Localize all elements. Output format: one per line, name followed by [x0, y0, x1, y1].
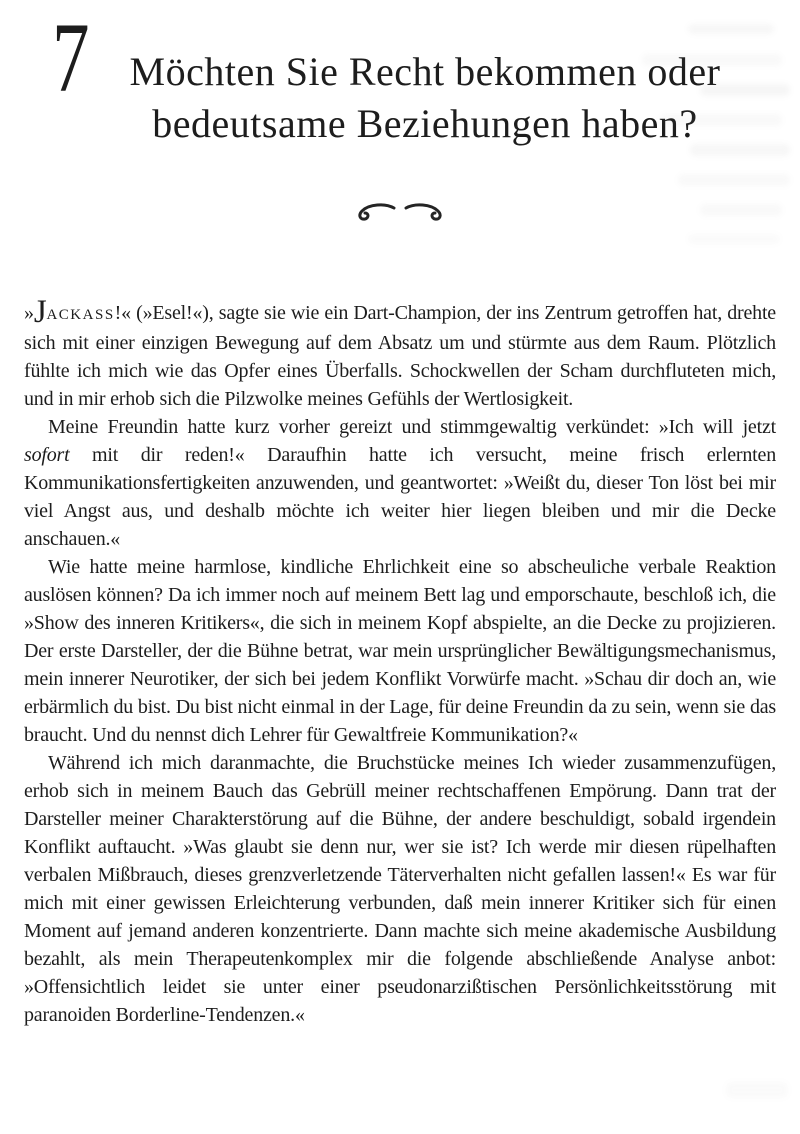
bleed-through-artifact [726, 1082, 788, 1098]
bleed-through-artifact [700, 84, 790, 96]
bleed-through-artifact [688, 234, 780, 244]
bleed-through-artifact [700, 204, 782, 216]
bleed-through-artifact [678, 174, 790, 186]
bleed-through-artifact [660, 114, 782, 126]
paragraph-1 [24, 294, 776, 413]
body-text [24, 294, 776, 1029]
paragraph-2-text-after: mit dir reden!« Daraufhin hatte ich versucht, meine frisch erlernten Kommunikationsfertigkeiten anzuwenden, und geantwortet: »Weißt du, dieser Ton löst bei mir viel Angst aus, und deshalb möchte ich weiter hier liegen bleiben und mir die Decke anschauen.« [24, 444, 776, 550]
paragraph-2 [24, 413, 776, 553]
chapter-title-line-2: bedeutsame Beziehungen haben? [152, 101, 698, 146]
bleed-through-artifact [642, 54, 782, 66]
emphasis-word: sofort [24, 444, 70, 466]
opening-word-smallcaps: ACKASS [46, 307, 115, 323]
paragraph-1-text: !« (»Esel!«), sagte sie wie ein Dart-Champion, der ins Zentrum getroffen hat, drehte sich mit einer einzigen Bewegung auf dem Absatz um und stürmte aus dem Raum. Plötzlich fühlte ich mich wie das Opfer eines Überfalls. Schockwellen der Scham durchfluteten mich, und in mir erhob sich die Pilzwolke meines Gefühls der Wertlosigkeit. [24, 302, 776, 410]
opening-quote-mark: » [24, 302, 34, 324]
chapter-number: 7 [52, 2, 90, 113]
flourish-icon [352, 200, 448, 226]
chapter-title-line-1: Möchten Sie Recht bekommen oder [129, 49, 721, 94]
section-ornament [0, 200, 800, 231]
bleed-through-artifact [690, 144, 790, 156]
paragraph-3: Wie hatte meine harmlose, kindliche Ehrlichkeit eine so abscheuliche verbale Reaktion auslösen können? Da ich immer noch auf meinem Bett lag und emporschaute, beschloß ich, die »Show des inneren Kritikers«, die sich in meinem Kopf abspielte, an die Decke zu projizieren. Der erste Darsteller, der die Bühne betrat, war mein ursprünglicher Bewältigungsmechanismus, mein innerer Neurotiker, der sich bei jedem Konflikt Vorwürfe macht. »Schau dir doch an, wie erbärmlich du bist. Du bist nicht einmal in der Lage, für deine Freundin da zu sein, wenn sie das braucht. Und du nennst dich Lehrer für Gewaltfreie Kommunikation?« [24, 556, 776, 746]
bleed-through-artifact [688, 24, 774, 34]
paragraph-2-text-before: Meine Freundin hatte kurz vorher gereizt und stimmgewaltig verkündet: »Ich will jetzt [48, 416, 776, 438]
opening-word-initial: J [33, 294, 47, 330]
paragraph-4: Während ich mich daranmachte, die Bruchstücke meines Ich wieder zusammenzufügen, erhob sich in meinem Bauch das Gebrüll meiner rechtschaffenen Empörung. Dann trat der Darsteller meiner Charakterstörung auf die Bühne, der andere beschuldigt, sobald irgendein Konflikt auftaucht. »Was glaubt sie denn nur, wer sie ist? Ich werde mir diesen rüpelhaften verbalen Mißbrauch, dieses grenzverletzende Täterverhalten nicht gefallen lassen!« Es war für mich mit einer gewissen Erleichterung verbunden, daß mein innerer Kritiker sich für einen Moment auf jemand anderen konzentrierte. Dann machte sich meine akademische Ausbildung bezahlt, als mein Therapeutenkomplex mir die folgende abschließende Analyse anbot: »Offensichtlich leidet sie unter einer pseudonarzißtischen Persönlichkeitsstörung mit paranoiden Borderline-Tendenzen.« [24, 752, 776, 1026]
